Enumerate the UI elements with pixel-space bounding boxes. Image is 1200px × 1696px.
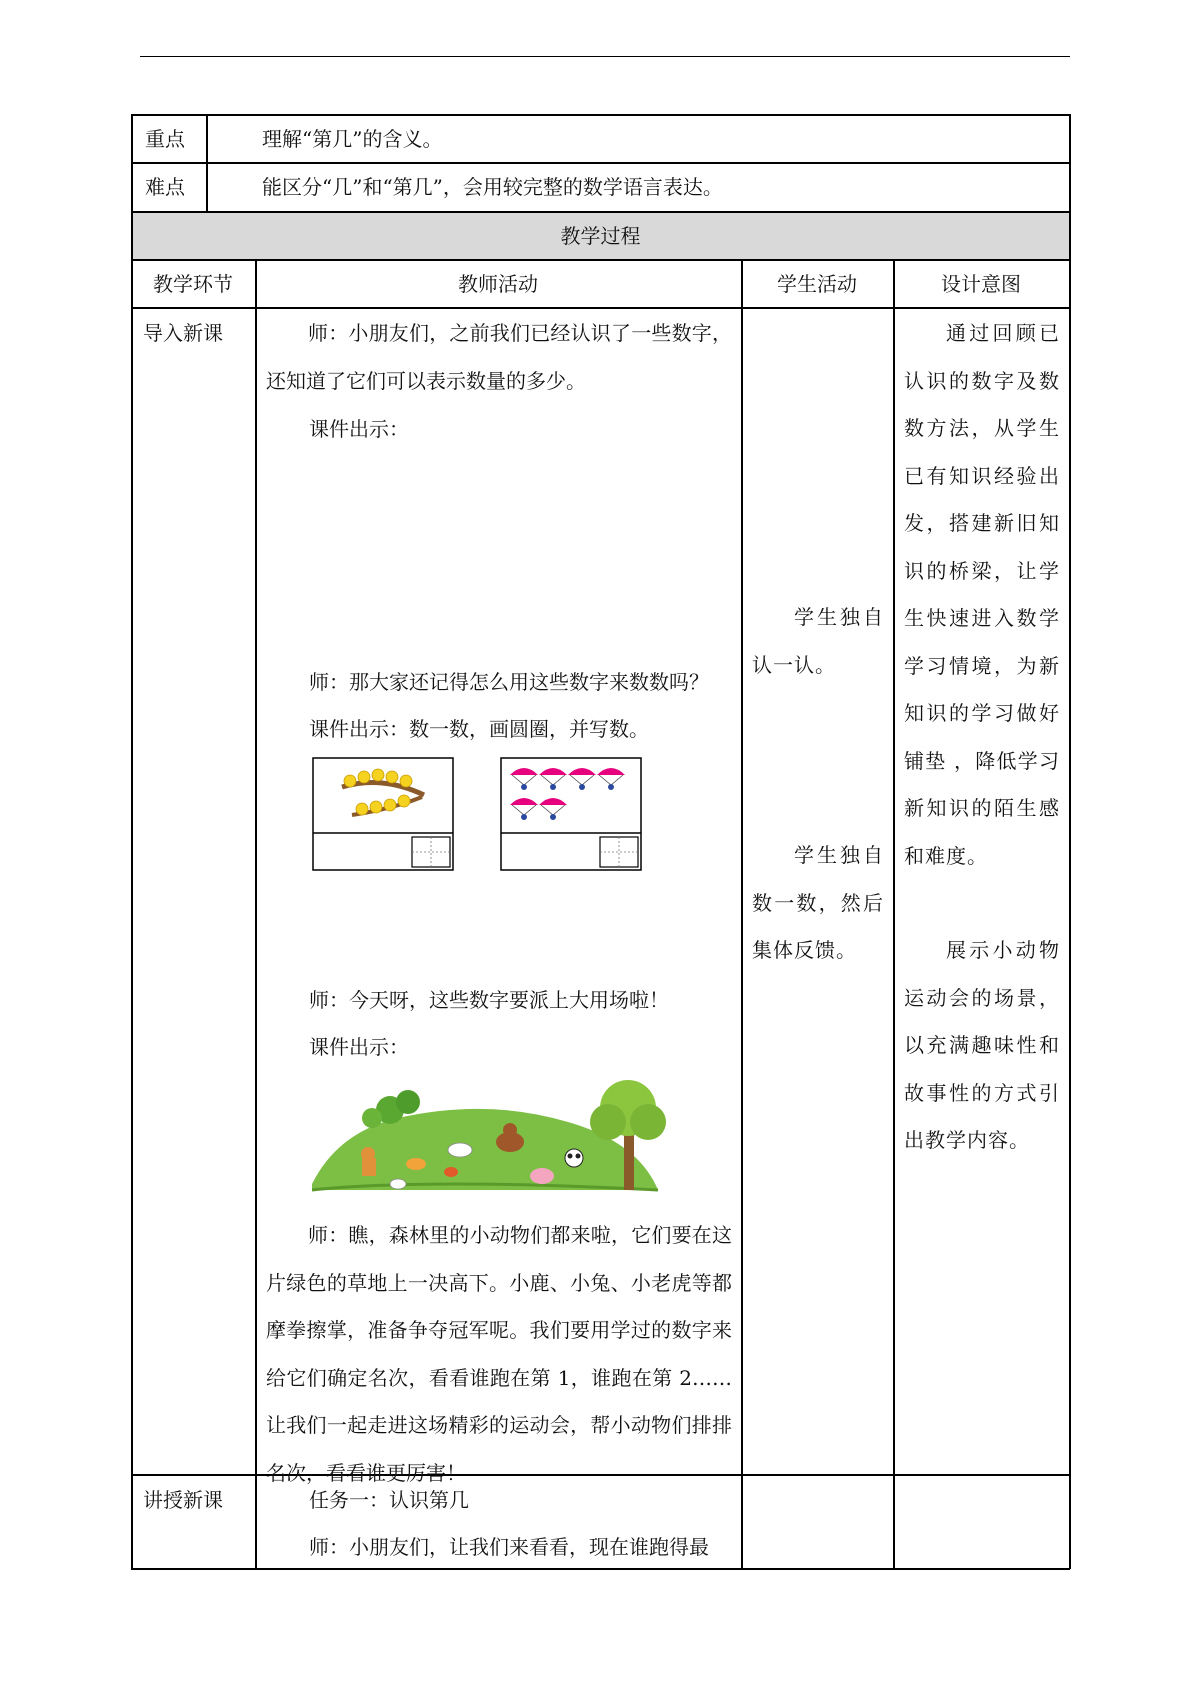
- teacher-paragraph: 师：瞧，森林里的小动物们都来啦，它们要在这片绿色的草地上一决高下。小鹿、小兔、小老虎等都摩拳擦掌，准备争夺冠军呢。我们要用学过的数字来给它们确定名次，看看谁跑在第 1，谁跑在第 2……让我们一起走进这场精彩的运动会，帮小动物们排排名次，看看谁更厉害！: [266, 1223, 732, 1485]
- table-border: [131, 307, 1070, 309]
- table-border: [1069, 114, 1071, 1569]
- table-border: [131, 162, 1070, 164]
- design-intent: 展示小动物运动会的场景，以充满趣味性和故事性的方式引出教学内容。: [904, 938, 1060, 1152]
- student-activity: 学生独自数一数，然后集体反馈。: [752, 843, 884, 962]
- key-point-label: 重点: [145, 127, 185, 151]
- difficulty-label: 难点: [145, 175, 185, 199]
- table-border: [255, 259, 257, 1569]
- stage-label: 导入新课: [143, 321, 223, 345]
- design-intent: 通过回顾已认识的数字及数数方法，从学生已有知识经验出发，搭建新旧知识的桥梁，让学生快速进入数学学习情境，为新知识的学习做好铺垫 ，降低学习新知识的陌生感和难度。: [904, 321, 1060, 868]
- stage-label: 讲授新课: [143, 1488, 223, 1512]
- header-rule: [140, 56, 1070, 57]
- counting-box-parachutes: [500, 757, 642, 871]
- table-border: [131, 114, 133, 1569]
- teacher-paragraph: 课件出示：数一数，画圆圈，并写数。: [309, 717, 649, 741]
- forest-sports-scene: [308, 1072, 674, 1198]
- table-border: [206, 114, 208, 212]
- teacher-paragraph: 师：那大家还记得怎么用这些数字来数数吗？: [309, 670, 709, 694]
- table-border: [741, 259, 743, 1569]
- teacher-paragraph: 师：小朋友们，之前我们已经认识了一些数字，还知道了它们可以表示数量的多少。: [266, 321, 732, 393]
- column-header-intent: 设计意图: [941, 272, 1021, 296]
- teacher-paragraph: 任务一：认识第几: [309, 1488, 469, 1512]
- table-border: [131, 114, 1070, 116]
- table-border: [893, 259, 895, 1569]
- teacher-paragraph: 课件出示：: [309, 417, 409, 441]
- table-border: [131, 259, 1070, 261]
- column-header-teacher: 教师活动: [458, 272, 538, 296]
- student-activity: 学生独自认一认。: [752, 605, 884, 677]
- teacher-paragraph: 课件出示：: [309, 1035, 409, 1059]
- difficulty-text: 能区分“几”和“第几”，会用较完整的数学语言表达。: [262, 175, 723, 199]
- column-header-student: 学生活动: [777, 272, 857, 296]
- numbers-illustration: [305, 450, 695, 610]
- counting-box-birds: [312, 757, 454, 871]
- key-point-text: 理解“第几”的含义。: [262, 127, 443, 151]
- table-border: [131, 1568, 1070, 1570]
- section-title: 教学过程: [560, 224, 641, 248]
- teacher-paragraph: 师：今天呀，这些数字要派上大用场啦！: [309, 988, 669, 1012]
- table-border: [131, 211, 1070, 213]
- teacher-paragraph: 师：小朋友们，让我们来看看，现在谁跑得最: [309, 1535, 709, 1559]
- column-header-stage: 教学环节: [153, 272, 233, 296]
